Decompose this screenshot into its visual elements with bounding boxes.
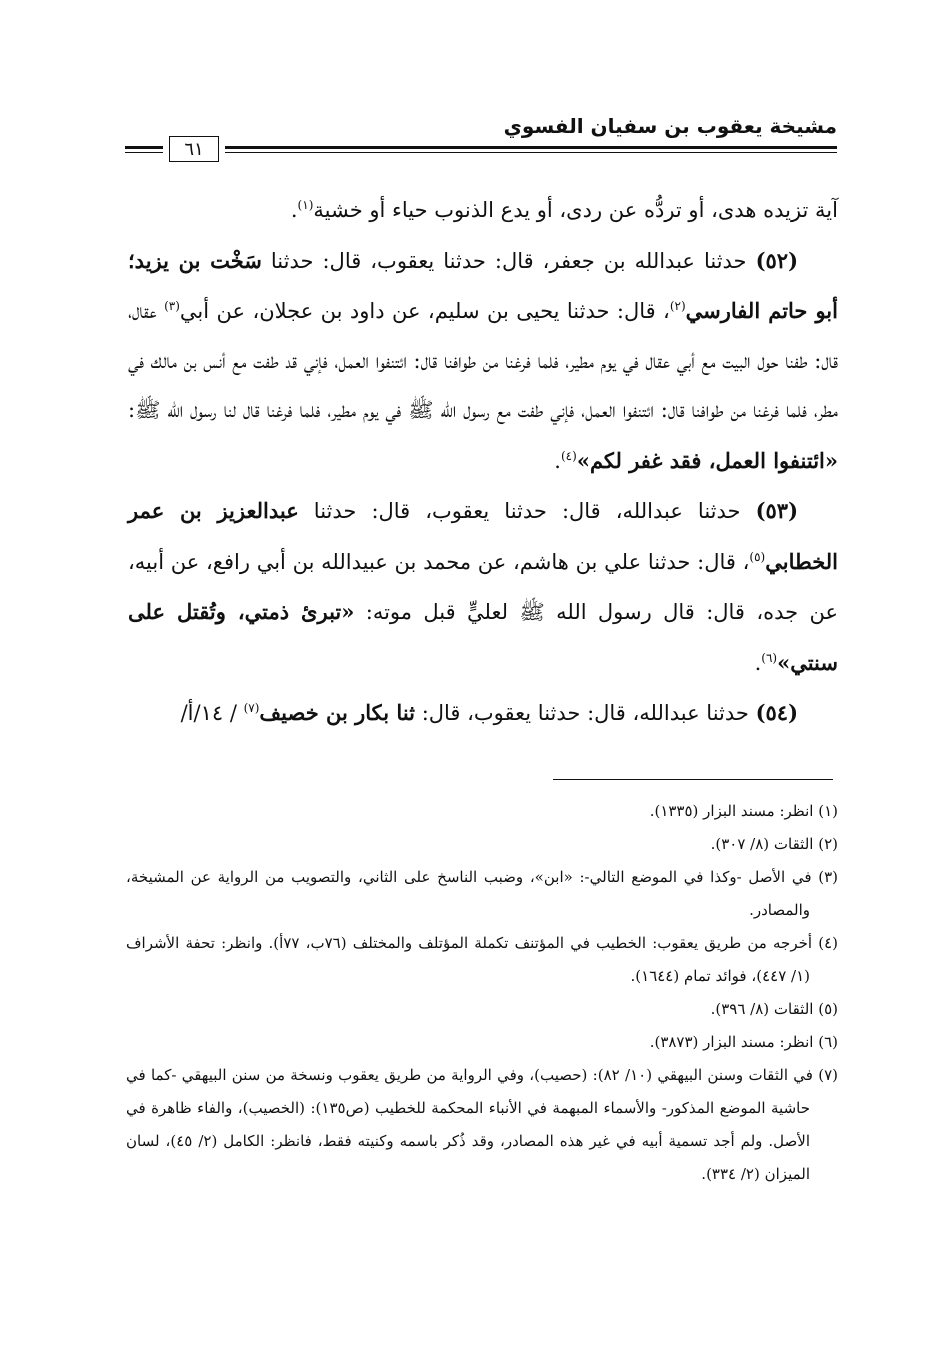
hadith-54: (٥٤) حدثنا عبدالله، قال: حدثنا يعقوب، قال: ثنا بكار بن خصيف$^{(٧)}$ / ١٤/أ/	[180, 700, 798, 725]
running-header	[125, 106, 837, 166]
header-rule-left-thin	[125, 152, 163, 153]
footnote-4: (٤) أخرجه من طريق يعقوب: الخطيب في المؤتنف تكملة المؤتلف والمختلف (٧٦ب، ٧٧أ). وانظر: تحفة الأشراف (١/ ٤٤٧)، فوائد تمام (١٦٤٤).	[126, 934, 839, 985]
footnotes	[126, 795, 838, 1191]
footnote-2: (٢) الثقات (٨/ ٣٠٧).	[710, 835, 838, 853]
footnote-1: (١) انظر: مسند البزار (١٣٣٥).	[649, 802, 838, 820]
footnote-separator	[553, 779, 833, 780]
footnote-7: (٧) في الثقات وسنن البيهقي (١٠/ ٨٢): (حصيب)، وفي الرواية من طريق يعقوب ونسخة من سنن البيهقي -كما في حاشية الموضع المذكور- والأسماء المبهمة في الأنباء المحكمة للخطيب (ص١٣٥): (الخصيب)، والفاء ظاهرة في الأصل. ولم أجد تسمية أبيه في غير هذه المصادر، وقد ذُكر باسمه وكنيته فقط، فانظر: الكامل (٢/ ٤٥)، لسان الميزان (٢/ ٣٣٤).	[126, 1066, 838, 1183]
header-rule-thin	[225, 152, 837, 153]
footnote-3: (٣) في الأصل -وكذا في الموضع التالي-: «ابن»، وضبب الناسخ على الثاني، والتصويب من الرواية عن المشيخة، والمصادر.	[126, 868, 838, 919]
paragraph-continuation: آية تزيده هدى، أو تردُّه عن ردى، أو يدع الذنوب حياء أو خشية$^{(١)}$.	[290, 198, 838, 222]
book-title: مشيخة يعقوب بن سفيان الفسوي	[503, 114, 837, 138]
footnote-6: (٦) انظر: مسند البزار (٣٨٧٣).	[649, 1033, 838, 1051]
hadith-52: (٥٢) حدثنا عبدالله بن جعفر، قال: حدثنا يعقوب، قال: حدثنا سَخْت بن يزيد؛ أبو حاتم الفارسي$^{(٢)}$، قال: حدثنا يحيى بن سليم، عن داود بن عجلان، عن أبي$^{(٣)}$ عقال، قال: طفنا حول البيت مع أبي عقال في يوم مطير، فلما فرغنا من طوافنا قال: ائتنفوا العمل، فإني قد طفت مع أنس بن مالك في مطر، فلما فرغنا من طوافنا قال: ائتنفوا العمل، فإني طفت مع رسول الله ﷺ في يوم مطير، فلما فرغنا قال لنا رسول الله ﷺ: «ائتنفوا العمل، فقد غفر لكم»$^{(٤)}$.	[128, 247, 838, 473]
main-text	[128, 186, 838, 739]
header-rule	[225, 146, 837, 149]
footnote-5: (٥) الثقات (٨/ ٣٩٦).	[710, 1000, 838, 1018]
page-number: ٦١	[169, 136, 219, 162]
hadith-53: (٥٣) حدثنا عبدالله، قال: حدثنا يعقوب، قال: حدثنا عبدالعزيز بن عمر الخطابي$^{(٥)}$، قال: حدثنا علي بن هاشم، عن محمد بن عبيدالله بن أبي رافع، عن أبيه، عن جده، قال: قال رسول الله ﷺ لعليٍّ قبل موته: «تبرئ ذمتي، وتُقتل على سنتي»$^{(٦)}$.	[128, 498, 838, 675]
header-rule-left	[125, 146, 163, 149]
